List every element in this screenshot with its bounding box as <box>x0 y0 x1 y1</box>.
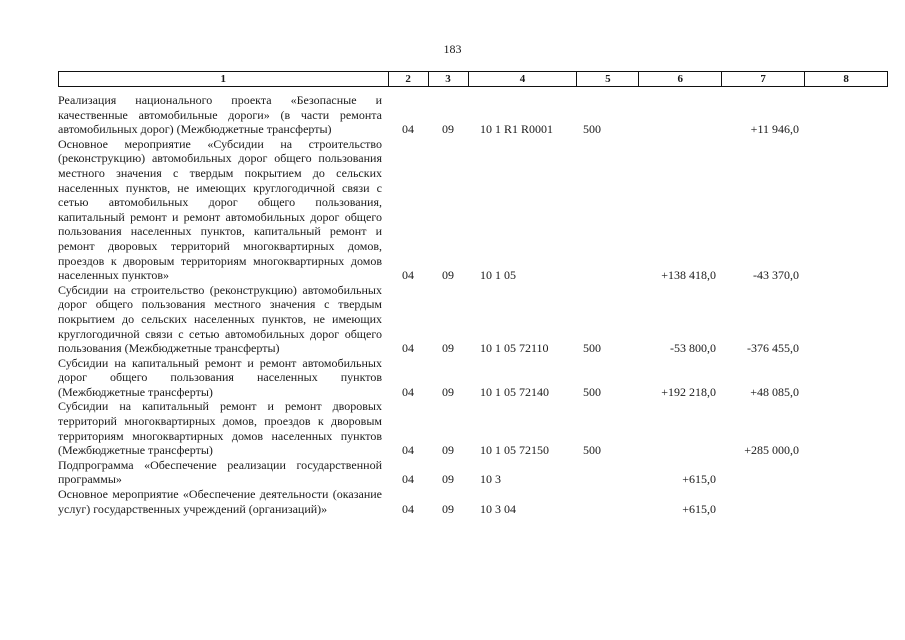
row-target-article: 10 1 05 72110 <box>480 341 549 356</box>
budget-table <box>58 71 888 516</box>
row-amount-col7: +11 946,0 <box>750 122 799 137</box>
row-amount-col7: +48 085,0 <box>750 384 799 399</box>
table-row <box>58 356 888 400</box>
row-description: Субсидии на капитальный ремонт и ремонт дворовых территорий многоквартирных домов, проездов к дворовым территориям многоквартирных домов населенных пунктов (Межбюджетные трансферты) <box>58 399 382 458</box>
row-target-article: 10 1 05 72150 <box>480 443 549 458</box>
row-expense-type: 500 <box>583 341 601 356</box>
row-section-code: 04 <box>402 341 414 356</box>
row-description: Реализация национального проекта «Безопасные и качественные автомобильные дороги» (в части ремонта автомобильных дорог) (Межбюджетные трансферты) <box>58 93 382 137</box>
row-subsection-code: 09 <box>442 268 454 283</box>
row-amount-col7: +285 000,0 <box>744 443 799 458</box>
table-row <box>58 399 888 457</box>
header-col-1: 1 <box>59 72 389 86</box>
table-header-row <box>58 71 888 87</box>
header-col-4: 4 <box>469 72 578 86</box>
page-number: 183 <box>443 42 462 56</box>
header-col-3: 3 <box>429 72 469 86</box>
table-row <box>58 487 888 516</box>
header-col-7: 7 <box>722 72 805 86</box>
row-amount-col6: +138 418,0 <box>661 268 716 283</box>
row-section-code: 04 <box>402 384 414 399</box>
row-subsection-code: 09 <box>442 122 454 137</box>
row-section-code: 04 <box>402 443 414 458</box>
row-target-article: 10 1 R1 R0001 <box>480 122 554 137</box>
header-col-5: 5 <box>577 72 639 86</box>
row-subsection-code: 09 <box>442 341 454 356</box>
row-amount-col7: -43 370,0 <box>753 268 799 283</box>
row-amount-col7: -376 455,0 <box>747 341 799 356</box>
row-subsection-code: 09 <box>442 501 454 516</box>
table-row <box>58 93 888 137</box>
row-target-article: 10 3 <box>480 472 501 487</box>
row-description: Подпрограмма «Обеспечение реализации государственной программы» <box>58 457 382 487</box>
row-section-code: 04 <box>402 501 414 516</box>
row-subsection-code: 09 <box>442 472 454 487</box>
row-description: Основное мероприятие «Обеспечение деятельности (оказание услуг) государственных учреждений (организаций)» <box>58 487 382 516</box>
row-description: Основное мероприятие «Субсидии на строительство (реконструкцию) автомобильных дорог общего пользования местного значения с твердым покрытием до сельских населенных пунктов, не имеющих круглогодичной связи с сетью автомобильных дорог общего пользования, капитальный ремонт и ремонт автомобильных дорог общего пользования населенных пунктов, капитальный ремонт и ремонт дворовых территорий многоквартирных домов, проездов к дворовым территориям многоквартирных домов населенных пунктов» <box>58 136 382 283</box>
row-target-article: 10 1 05 <box>480 268 516 283</box>
row-description: Субсидии на капитальный ремонт и ремонт автомобильных дорог общего пользования населенных пунктов (Межбюджетные трансферты) <box>58 355 382 399</box>
row-amount-col6: -53 800,0 <box>670 341 716 356</box>
table-row <box>58 283 888 356</box>
header-col-8: 8 <box>805 72 888 86</box>
row-subsection-code: 09 <box>442 384 454 399</box>
table-row <box>58 137 888 283</box>
row-section-code: 04 <box>402 472 414 487</box>
table-row <box>58 458 888 487</box>
row-expense-type: 500 <box>583 443 601 458</box>
row-amount-col6: +615,0 <box>682 501 716 516</box>
header-col-6: 6 <box>639 72 722 86</box>
row-target-article: 10 1 05 72140 <box>480 384 549 399</box>
row-section-code: 04 <box>402 122 414 137</box>
row-amount-col6: +192 218,0 <box>661 384 716 399</box>
row-section-code: 04 <box>402 268 414 283</box>
header-col-2: 2 <box>389 72 429 86</box>
row-target-article: 10 3 04 <box>480 501 516 516</box>
row-expense-type: 500 <box>583 384 601 399</box>
row-expense-type: 500 <box>583 122 601 137</box>
row-subsection-code: 09 <box>442 443 454 458</box>
row-description: Субсидии на строительство (реконструкцию) автомобильных дорог общего пользования местного значения с твердым покрытием до сельских населенных пунктов, не имеющих круглогодичной связи с сетью автомобильных дорог общего пользования (Межбюджетные трансферты) <box>58 282 382 356</box>
table-body <box>58 93 888 516</box>
row-amount-col6: +615,0 <box>682 472 716 487</box>
